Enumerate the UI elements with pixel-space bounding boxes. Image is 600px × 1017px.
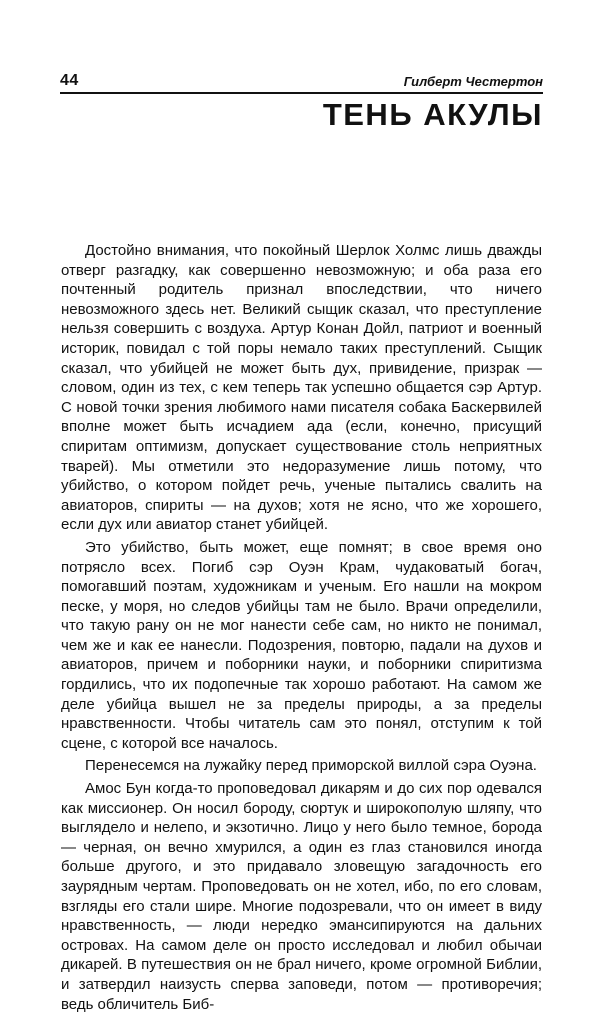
running-head-author: Гилберт Честертон xyxy=(403,74,543,89)
paragraph: Достойно внимания, что покойный Шерлок Холмс лишь дважды отверг разгадку, как совершенно невозможную; и оба раза его почтенный родитель признал впоследствии, что ничего невозможного здесь нет. Великий сыщик сказал, что преступление нельзя совершить с воздуха. Артур Конан Дойл, патриот и военный историк, повидал с той поры немало таких преступлений. Сыщик сказал, что убийцей не может быть дух, привидение, призрак — словом, один из тех, с кем теперь так успешно общается сэр Артур. С новой точки зрения любимого нами писателя собака Баскервилей вполне может быть исчадием ада (если, конечно, присущий спиритам оптимизм, допускает существование столь неприятных тварей). Мы отметили это недоразумение лишь потому, что убийство, о котором пойдет речь, ученые пытались свалить на авиаторов, спириты — на духов; хотя не ясно, что же хорошего, если дух или авиатор станет убийцей. xyxy=(61,242,542,534)
paragraph: Перенесемся на лужайку перед приморской виллой сэра Оуэна. xyxy=(85,757,537,775)
paragraph: Амос Бун когда-то проповедовал дикарям и до сих пор одевался как миссионер. Он носил бороду, сюртук и широкополую шляпу, что выглядело и нелепо, и экзотично. Лицо у него было темное, борода — черная, он вечно хмурился, а один ез глаз становился иногда больше другого, и это придавало зловещую загадочность его заурядным чертам. Проповедовать он не хотел, ибо, по его словам, взгляды его стали шире. Многие подозревали, что он имеет в виду нравственность, — люди нередко эмансипируются на дальних островах. На самом деле он просто исследовал и любил обычаи дикарей. В путешествия он не брал ничего, кроме огромной Библии, и затвердил наизусть сперва заповеди, потом — противоречия; ведь обличитель Биб- xyxy=(61,780,542,1013)
paragraph: Это убийство, быть может, еще помнят; в свое время оно потрясло всех. Погиб сэр Оуэн Крам, чудаковатый богач, помогавший поэтам, художникам и ученым. Его нашли на мокром песке, у моря, но следов убийцы там не было. Врачи определили, что такую рану он не мог нанести себе сам, но никто не понимал, чем же и как ее нанесли. Подозрения, повторю, падали на духов и авиаторов, причем и поборники науки, и поборники спиритизма гордились, что их подопечные так хорошо работают. На самом же деле убийца вышел не за пределы природы, а за пределы нравственности. Чтобы читатель сам это понял, отступим к той сцене, с которой все началось. xyxy=(61,538,542,752)
page-number: 44 xyxy=(60,72,79,89)
header-rule xyxy=(60,92,543,94)
page-header xyxy=(60,72,543,94)
body-text xyxy=(61,241,542,1017)
chapter-title: ТЕНЬ АКУЛЫ xyxy=(322,97,543,132)
